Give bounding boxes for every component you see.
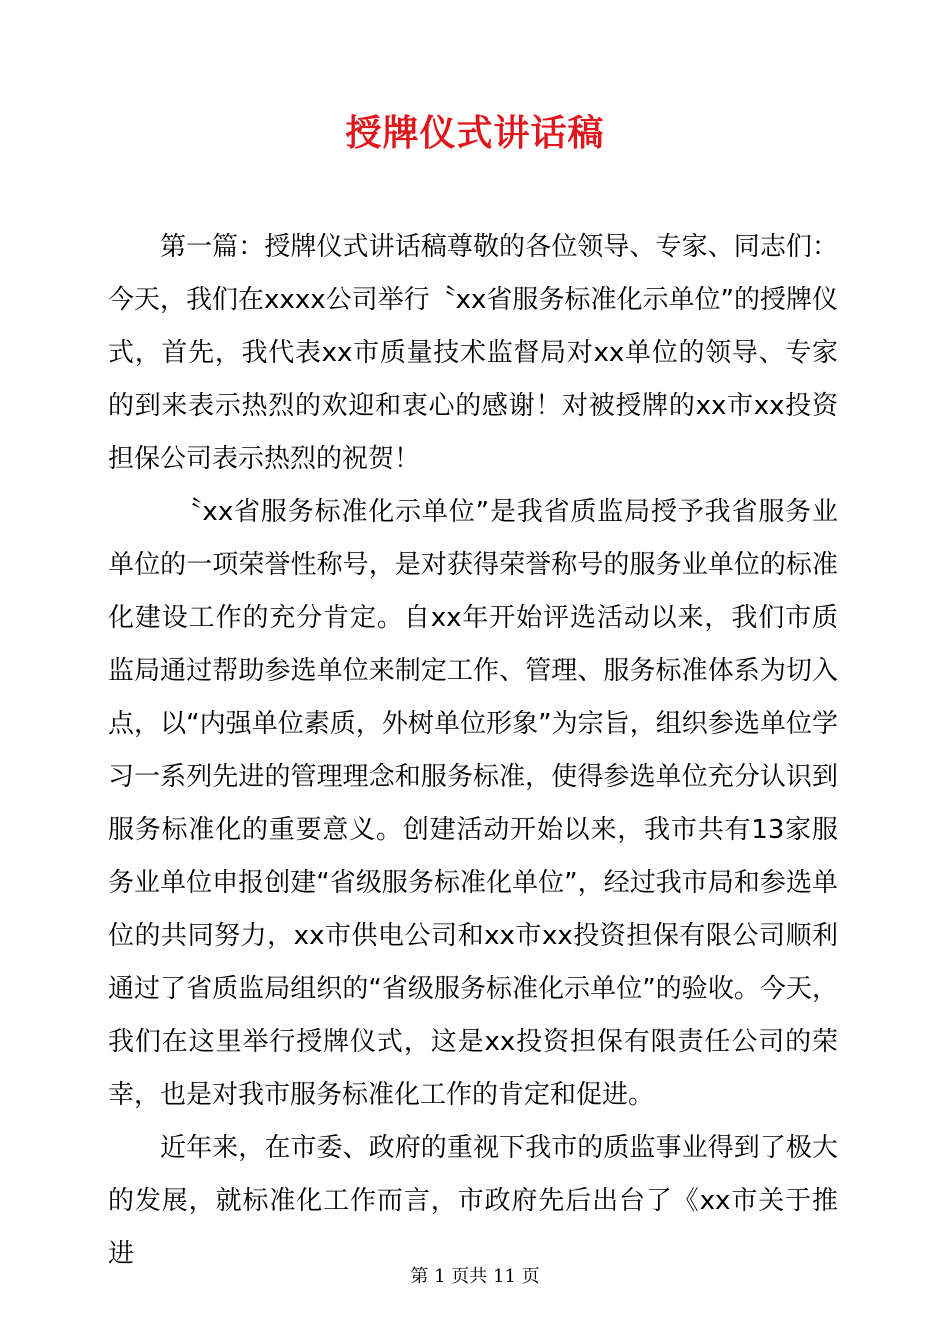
page-footer: 第 1 页共 11 页 (410, 1266, 540, 1287)
paragraph-2: 〝xx省服务标准化示单位”是我省质监局授予我省服务业单位的一项荣誉性称号，是对获得荣誉称号的服务业单位的标准化建设工作的充分肯定。自xx年开始评选活动以来，我们市质监局通过帮助参选单位来制定工作、管理、服务标准体系为切入点，以“内强单位素质，外树单位形象”为宗旨，组织参选单位学习一系列先进的管理理念和服务标准，使得参选单位充分认识到服务标准化的重要意义。创建活动开始以来，我市共有13家服务业单位申报创建“省级服务标准化单位”，经过我市局和参选单位的共同努力，xx市供电公司和xx市xx投资担保有限公司顺利通过了省质监局组织的“省级服务标准化示单位”的验收。今天，我们在这里举行授牌仪式，这是xx投资担保有限责任公司的荣幸，也是对我市服务标准化工作的肯定和促进。 (108, 497, 838, 1110)
document-title: 授牌仪式讲话稿 (345, 113, 605, 154)
document-body (108, 221, 838, 1281)
paragraph-1: 第一篇：授牌仪式讲话稿尊敬的各位领导、专家、同志们：今天，我们在xxxx公司举行〝xx省服务标准化示单位”的授牌仪式，首先，我代表xx市质量技术监督局对xx单位的领导、专家的到来表示热烈的欢迎和衷心的感谢！对被授牌的xx市xx投资担保公司表示热烈的祝贺！ (108, 232, 838, 474)
paragraph-3: 近年来，在市委、政府的重视下我市的质监事业得到了极大的发展，就标准化工作而言，市政府先后出台了《xx市关于推进 (108, 1133, 838, 1269)
